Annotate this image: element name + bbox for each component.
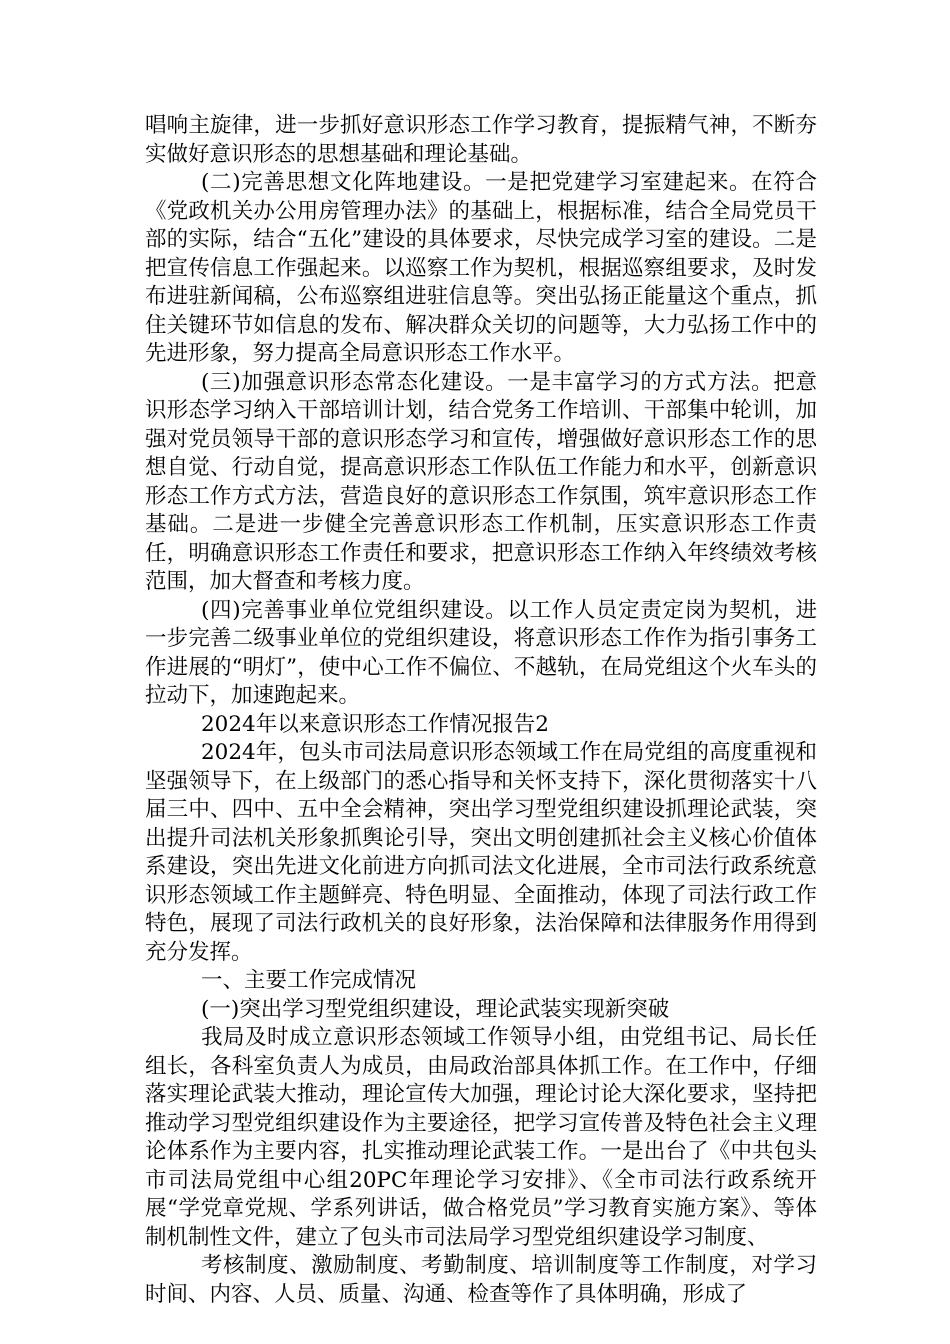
report-title: 2024年以来意识形态工作情况报告2 <box>201 711 549 737</box>
section-heading-main-work: 一、主要工作完成情况 <box>201 968 417 993</box>
document-page <box>145 112 817 1309</box>
paragraph-ideology-position-construction: (二)完善思想文化阵地建设。一是把党建学习室建起来。在符合《党政机关办公用房管理办法》的基础上，根据标准，结合全局党员干部的实际，结合“五化”建设的具体要求，尽快完成学习室的建设。二是把宣传信息工作强起来。以巡察工作为契机，根据巡察组要求，及时发布进驻新闻稿，公布巡察组进驻信息等。突出弘扬正能量这个重点，抓住关键环节如信息的发布、解决群众关切的问题等，大力弘扬工作中的先进形象，努力提高全局意识形态工作水平。 <box>145 170 817 366</box>
paragraph-report-overview: 2024年，包头市司法局意识形态领域工作在局党组的高度重视和坚强领导下，在上级部门的悉心指导和关怀支持下，深化贯彻落实十八届三中、四中、五中全会精神，突出学习型党组织建设抓理论武装，突出提升司法机关形象抓舆论引导，突出文明创建抓社会主义核心价值体系建设，突出先进文化前进方向抓司法文化进展，全市司法行政系统意识形态领域工作主题鲜亮、特色明显、全面推动，体现了司法行政工作特色，展现了司法行政机关的良好形象，法治保障和法律服务作用得到充分发挥。 <box>145 740 817 965</box>
subsection-heading-learning-organization: (一)突出学习型党组织建设，理论武装实现新突破 <box>201 996 670 1022</box>
paragraph-leadership-group: 我局及时成立意识形态领域工作领导小组，由党组书记、局长任组长，各科室负责人为成员，由局政治部具体抓工作。在工作中，仔细落实理论武装大推动，理论宣传大加强，理论讨论大深化要求，坚持把推动学习型党组织建设作为主要途径，把学习宣传普及特色社会主义理论体系作为主要内容，扎实推动理论武装工作。一是出台了《中共包头市司法局党组中心组20PC年理论学习安排》、《全市司法行政系统开展“学党章党规、学系列讲话，做合格党员”学习教育实施方案》、等体制机制性文件，建立了包头市司法局学习型党组织建设学习制度、 <box>145 1025 817 1250</box>
paragraph-institution-party-organization: (四)完善事业单位党组织建设。以工作人员定责定岗为契机，进一步完善二级事业单位的党组织建设，将意识形态工作作为指引事务工作进展的“明灯”，使中心工作不偏位、不越轨，在局党组这个火车头的拉动下，加速跑起来。 <box>145 597 817 708</box>
paragraph-ideology-normalization: (三)加强意识形态常态化建设。一是丰富学习的方式方法。把意识形态学习纳入干部培训计划，结合党务工作培训、干部集中轮训，加强对党员领导干部的意识形态学习和宣传，增强做好意识形态工作的思想自觉、行动自觉，提高意识形态工作队伍工作能力和水平，创新意识形态工作方式方法，营造良好的意识形态工作氛围，筑牢意识形态工作基础。二是进一步健全完善意识形态工作机制，压实意识形态工作责任，明确意识形态工作责任和要求，把意识形态工作纳入年终绩效考核范围，加大督查和考核力度。 <box>145 369 817 594</box>
paragraph-intro-continuation: 唱响主旋律，进一步抓好意识形态工作学习教育，提振精气神，不断夯实做好意识形态的思想基础和理论基础。 <box>145 113 817 167</box>
paragraph-work-systems: 考核制度、激励制度、考勤制度、培训制度等工作制度，对学习时间、内容、人员、质量、沟通、检查等作了具体明确，形成了 <box>145 1253 817 1307</box>
